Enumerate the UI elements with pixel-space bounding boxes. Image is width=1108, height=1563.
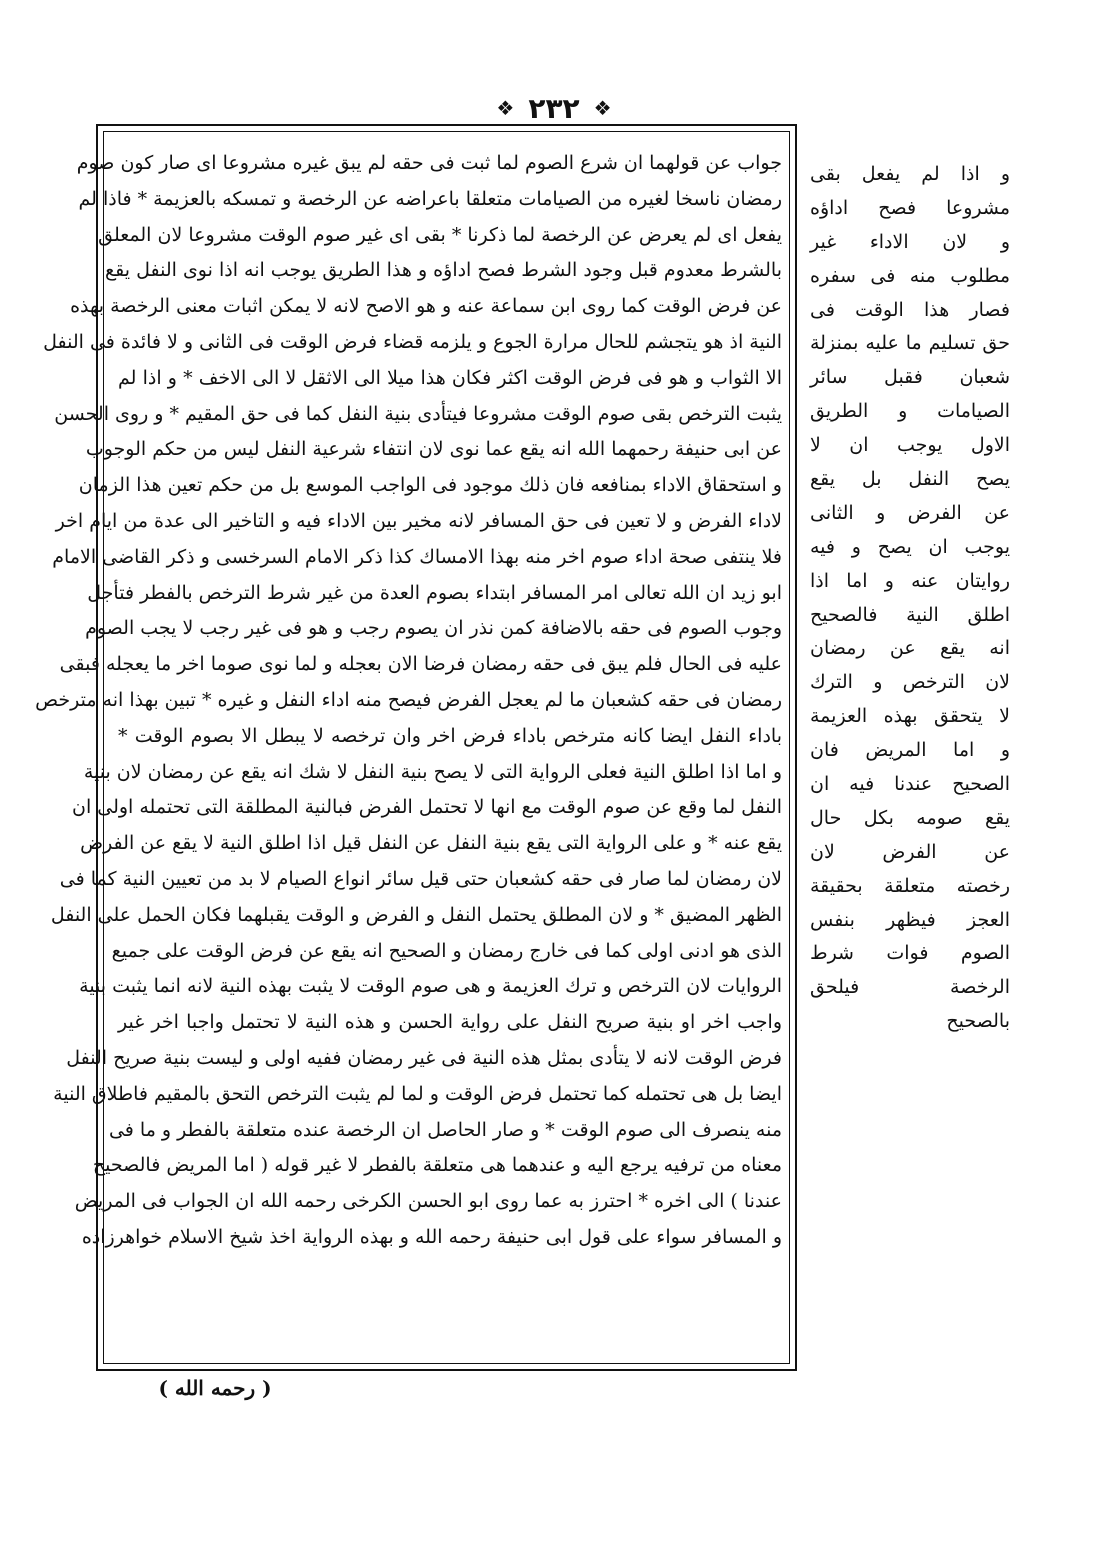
main-text-line: عليه فى الحال فلم يبق فى حقه رمضان فرضا الان بعجله و لما نوى صوما اخر ما يعجله فبقى [59, 653, 782, 676]
main-text-line: واجب اخر او بنية صريح النفل على رواية الحسن و هذه النية لا تحتمل واجبا اخر غير [118, 1011, 782, 1034]
margin-text-line: يقع صومه بكل حال [810, 806, 1010, 829]
margin-text-line: حق تسليم ما عليه بمنزلة [810, 332, 1010, 355]
main-text-line: منه ينصرف الى صوم الوقت * و صار الحاصل ان الرخصة عنده متعلقة بالفطر و ما فى [108, 1118, 782, 1141]
margin-text-line: و لان الاداء غير [810, 230, 1010, 253]
main-text-line: عن ابى حنيفة رحمهما الله انه يقع عما نوى لان انتفاء شرعية النفل ليس من حكم الوجوب [85, 438, 782, 461]
catchword: ( رحمه الله ) [158, 1376, 272, 1400]
main-text-line: عن فرض الوقت كما روى ابن سماعة عنه و هو الاصح لانه لا يمكن اثبات معنى الرخصة بهذه [70, 295, 782, 318]
main-text-line: بالشرط معدوم قبل وجود الشرط فصح اداؤه و هذا الطريق يوجب انه اذا نوى النفل يقع [105, 259, 782, 282]
margin-text-line: الاول يوجب ان لا [810, 434, 1010, 457]
main-text-line: الا الثواب و هو فى فرض الوقت اكثر فكان هذا ميلا الى الاثقل لا الى الاخف * و اذا لم [118, 366, 782, 389]
main-text-line: يثبت الترخص بقى صوم الوقت مشروعا فيتأدى بنية النفل كما فى حق المقيم * و روى الحسن [54, 402, 782, 425]
main-text-line: النفل لما وقع عن صوم الوقت مع انها لا تحتمل الفرض فبالنية المطلقة التى تحتمله اولى ان [71, 796, 782, 819]
main-text-line: ايضا بل هى تحتمله كما تحتمل فرض الوقت و لما لم يثبت الترخص التحق بالمقيم فاطلاق النية [53, 1082, 782, 1105]
main-text-block [35, 146, 782, 1256]
ornament-right-icon: ❖ [593, 96, 612, 120]
margin-text-line: الرخصة فيلحق [810, 976, 1010, 999]
margin-text-line: مشروعا فصح اداؤه [810, 196, 1010, 219]
main-text-line: فلا ينتفى صحة اداء صوم اخر منه بهذا الامساك كذا ذكر الامام السرخسى و ذكر القاضى الامام [52, 545, 782, 568]
margin-text-line: يصح النفل بل يقع [810, 468, 1010, 491]
main-text-line: عندنا ) الى اخره * احترز به عما روى ابو الحسن الكرخى رحمه الله ان الجواب فى المريض [74, 1190, 782, 1213]
page-header [0, 88, 1108, 128]
margin-text-line: روايتان عنه و اما اذا [810, 569, 1010, 592]
margin-text-line: اطلق النية فالصحيح [810, 603, 1010, 626]
main-text-line: يقع عنه * و على الرواية التى يقع بنية النفل عن النفل قيل اذا اطلق النية لا يقع عن الفرض [80, 832, 782, 855]
main-text-line: يفعل اى لم يعرض عن الرخصة لما ذكرنا * بقى اى غير صوم الوقت مشروعا لان المعلق [98, 223, 782, 246]
margin-text-line: بالصحيح [946, 1010, 1010, 1033]
main-text-line: و استحقاق الاداء بمنافعه فان ذلك موجود فى الواجب الموسع بل من حكم تعين هذا الزمان [78, 474, 782, 497]
main-text-line: فرض الوقت لانه لا يتأدى بمثل هذه النية فى غير رمضان ففيه اولى و ليست بنية صريح النفل [66, 1046, 782, 1069]
main-text-line: ابو زيد ان الله تعالى امر المسافر ابتداء بصوم العدة من غير شرط الترخص بالفطر فتأجل [87, 581, 782, 604]
main-text-line: الظهر المضيق * و لان المطلق يحتمل النفل و الفرض و الوقت يقبلهما فكان الحمل على النفل [50, 903, 782, 926]
main-text-line: لان رمضان لما صار فى حقه كشعبان حتى قيل سائر انواع الصيام لا بد من تعيين النية كما فى [59, 867, 782, 890]
margin-text-line: لا يتحقق بهذه العزيمة [810, 705, 1010, 728]
margin-text-line: عن الفرض لان [810, 840, 1010, 863]
main-text-line: و المسافر سواء على قول ابى حنيفة رحمه الله و بهذه الرواية اخذ شيخ الاسلام خواهرزاده [81, 1225, 782, 1248]
margin-text-line: و اما المريض فان [810, 739, 1010, 762]
main-text-line: لاداء الفرض و لا تعين فى حق المسافر لانه مخير بين الاداء فيه و التاخير الى عدة من ايام اخر [55, 509, 782, 532]
margin-text-line: الصيامات و الطريق [810, 400, 1010, 423]
margin-text-line: العجز فيظهر بنفس [810, 908, 1010, 931]
margin-text-line: انه يقع عن رمضان [810, 637, 1010, 660]
main-text-line: جواب عن قولهما ان شرع الصوم لما ثبت فى حقه لم يبق غيره مشروعا اى صار كون صوم [76, 152, 782, 174]
main-text-line: الذى هو ادنى اولى كما فى خارج رمضان و الصحيح انه يقع عن فرض الوقت على جميع [111, 939, 782, 962]
page-number: ٢٣٢ [528, 91, 580, 125]
margin-text-line: و اذا لم يفعل بقى [810, 163, 1010, 185]
margin-text-line: مطلوب منه فى سفره [810, 264, 1010, 287]
margin-text-line: الصحيح عندنا فيه ان [810, 773, 1010, 796]
main-text-line: النية اذ هو يتجشم للحال مرارة الجوع و يلزمه قضاء فرض الوقت فى الثانى و لا فائدة فى النفل [43, 330, 782, 353]
ornament-left-icon: ❖ [496, 96, 515, 120]
margin-text-line: يوجب ان يصح و فيه [810, 535, 1010, 558]
main-text-line: رمضان فى حقه كشعبان ما لم يعجل الفرض فيصح منه اداء النفل و غيره * تبين بهذا انه مترخص [35, 688, 782, 711]
main-text-line: رمضان ناسخا لغيره من الصيامات متعلقا باعراضه عن الرخصة و تمسكه بالعزيمة * فاذا لم [78, 187, 782, 210]
margin-text-line: عن الفرض و الثانى [810, 501, 1010, 524]
margin-text-line: فصار هذا الوقت فى [810, 298, 1010, 321]
main-text-line: باداء النفل ايضا كانه مترخص باداء فرض اخر وان ترخصه لا يبطل الا بصوم الوقت * [118, 724, 782, 747]
main-text-line: و اما اذا اطلق النية فعلى الرواية التى لا يصح بنية النفل لا شك انه يقع عن رمضان لان بنية [83, 760, 782, 783]
main-text-line: وجوب الصوم فى حقه بالاضافة كمن نذر ان يصوم رجب و هو فى غير رجب لا يجب الصوم [85, 617, 782, 640]
main-text-line: الروايات لان الترخص و ترك العزيمة و هى صوم الوقت لا يثبت بهذه النية لانه انما يثبت بنية [79, 975, 782, 998]
margin-text-line: الصوم فوات شرط [810, 942, 1010, 965]
margin-text-line: شعبان فقبل سائر [810, 366, 1010, 389]
margin-text-line: رخصته متعلقة بحقيقة [810, 874, 1010, 897]
margin-text-line: لان الترخص و الترك [810, 671, 1010, 694]
margin-text-block [810, 158, 1010, 1039]
main-text-line: معناه من ترفيه يرجع اليه و عندهما هى متعلقة بالفطر لا غير قوله ( اما المريض فالصحيح [92, 1154, 782, 1177]
